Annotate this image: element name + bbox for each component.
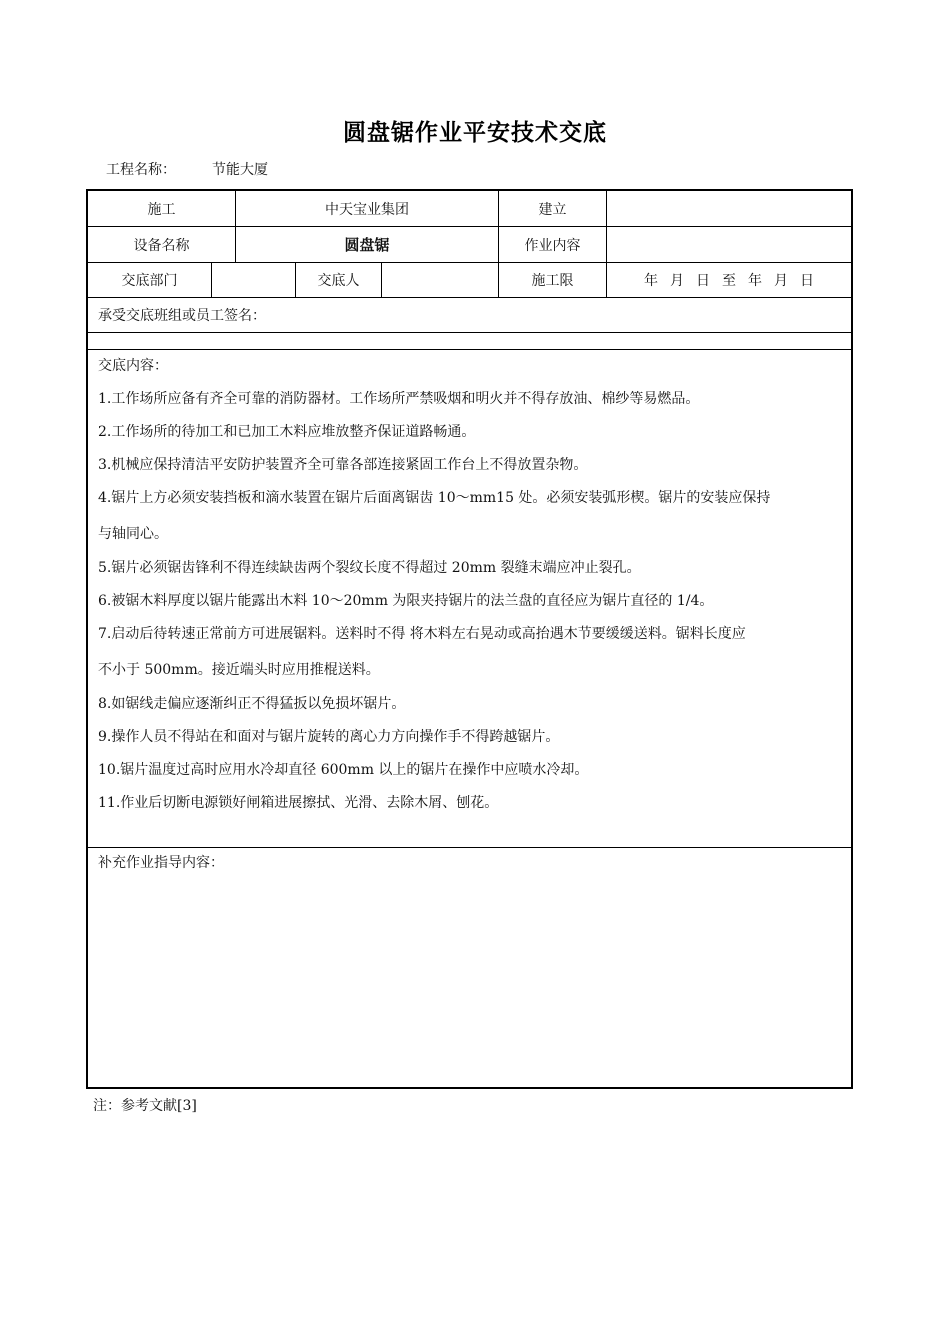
equipment-label: 设备名称 bbox=[133, 237, 190, 254]
period-day-end: 日 bbox=[800, 273, 814, 289]
construction-value: 中天宝业集团 bbox=[325, 201, 409, 218]
person-value bbox=[382, 263, 498, 297]
row-divider bbox=[88, 332, 851, 333]
content-item: 不小于 500mm。接近端头时应用推棍送料。 bbox=[98, 662, 380, 678]
content-item: 7.启动后待转速正常前方可进展锯料。送料时不得 将木料左右晃动或高抬遇木节要缓缓送料。锯料长度应 bbox=[98, 626, 746, 642]
content-item: 5.锯片必须锯齿锋利不得连续缺齿两个裂纹长度不得超过 20mm 裂缝末端应冲止裂孔。 bbox=[98, 560, 641, 576]
content-item: 11.作业后切断电源锁好闸箱进展擦拭、光滑、去除木屑、刨花。 bbox=[98, 795, 499, 811]
period-to: 至 bbox=[722, 273, 736, 289]
content-item: 1.工作场所应备有齐全可靠的消防器材。工作场所严禁吸烟和明火并不得存放油、棉纱等易燃品。 bbox=[98, 391, 700, 407]
period-day-start: 日 bbox=[696, 273, 710, 289]
build-label: 建立 bbox=[538, 201, 567, 218]
footer-note: 注：参考文献[3] bbox=[93, 1098, 197, 1114]
project-line bbox=[106, 159, 268, 179]
content-item: 2.工作场所的待加工和已加工木料应堆放整齐保证道路畅通。 bbox=[98, 424, 476, 440]
work-content-value bbox=[607, 227, 851, 262]
project-name: 节能大厦 bbox=[212, 162, 268, 178]
period-label: 施工限 bbox=[531, 273, 574, 289]
content-item: 9.操作人员不得站在和面对与锯片旋转的离心力方向操作手不得跨越锯片。 bbox=[98, 729, 560, 745]
equipment-value: 圆盘锯 bbox=[344, 236, 390, 254]
row-divider bbox=[88, 847, 851, 848]
row-divider bbox=[88, 349, 851, 350]
content-item: 6.被锯木料厚度以锯片能露出木料 10～20mm 为限夹持锯片的法兰盘的直径应为锯片直径的 1/4。 bbox=[98, 593, 714, 609]
period-year-start: 年 bbox=[644, 273, 658, 289]
content-item: 4.锯片上方必须安装挡板和滴水装置在锯片后面离锯齿 10～mm15 处。必须安装弧形楔。锯片的安装应保持 bbox=[98, 490, 771, 506]
document-title: 圆盘锯作业平安技术交底 bbox=[343, 120, 607, 146]
content-label: 交底内容： bbox=[98, 358, 168, 374]
period-value bbox=[607, 263, 851, 297]
period-year-end: 年 bbox=[748, 273, 762, 289]
signature-label: 承受交底班组或员工签名： bbox=[98, 308, 266, 324]
disclosure-content bbox=[98, 356, 846, 836]
project-label: 工程名称： bbox=[106, 162, 176, 178]
supplement-section bbox=[98, 853, 846, 1073]
content-item: 与轴同心。 bbox=[98, 526, 168, 542]
content-item: 3.机械应保持清洁平安防护装置齐全可靠各部连接紧固工作台上不得放置杂物。 bbox=[98, 457, 588, 473]
build-value bbox=[607, 191, 851, 226]
content-item: 10.锯片温度过高时应用水冷却直径 600mm 以上的锯片在操作中应喷水冷却。 bbox=[98, 762, 589, 778]
supplement-label: 补充作业指导内容： bbox=[98, 855, 224, 871]
person-label: 交底人 bbox=[317, 273, 360, 289]
dept-value bbox=[212, 263, 295, 297]
period-month-start: 月 bbox=[670, 273, 684, 289]
dept-label: 交底部门 bbox=[121, 273, 178, 289]
content-item: 8.如锯线走偏应逐渐纠正不得猛扳以免损坏锯片。 bbox=[98, 696, 406, 712]
construction-label: 施工 bbox=[147, 201, 176, 218]
period-month-end: 月 bbox=[774, 273, 788, 289]
disclosure-table bbox=[86, 189, 853, 1089]
work-content-label: 作业内容 bbox=[524, 237, 581, 254]
